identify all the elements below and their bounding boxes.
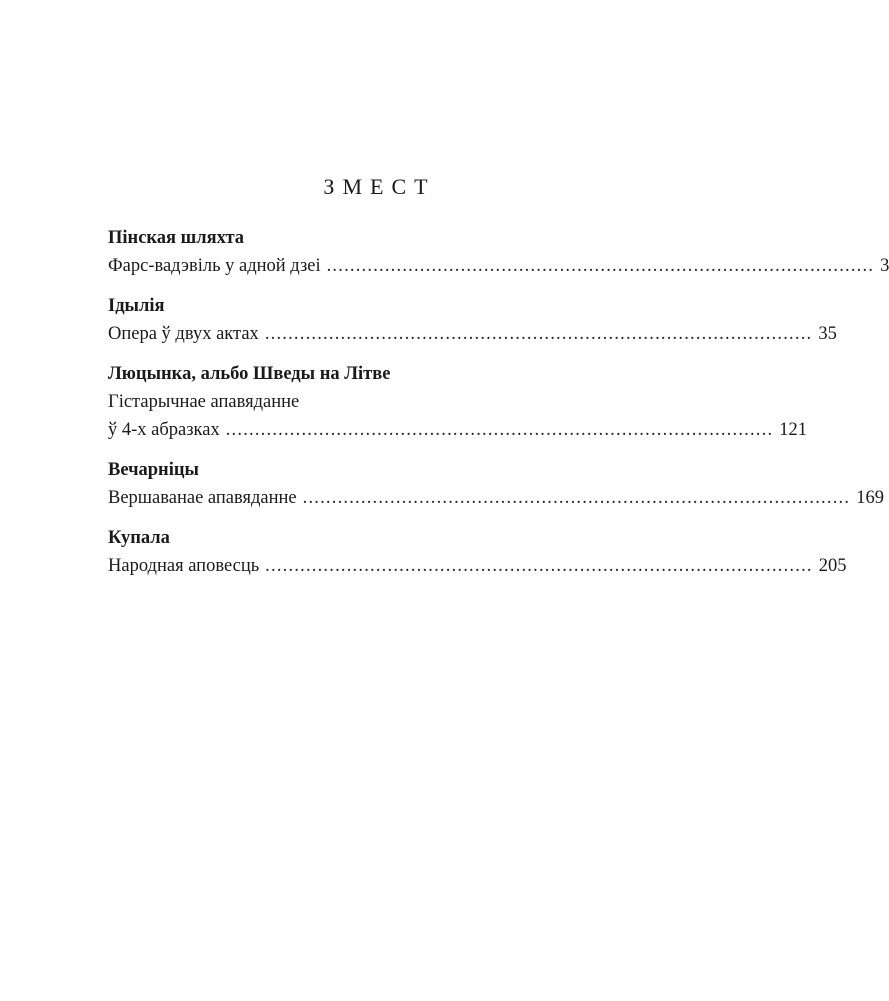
entry-subtitle: Опера ў двух актах: [108, 324, 259, 344]
entry-subtitle: Вершаванае апавяданне: [108, 488, 297, 508]
toc-entry-lyutsynka[interactable]: [108, 360, 808, 444]
entry-title: Пінская шляхта: [108, 228, 245, 248]
dot-leader: ..............................................................................................: [225, 420, 774, 440]
page-number: 205: [818, 556, 847, 576]
dot-leader: ..............................................................................................: [326, 256, 875, 276]
entry-row: [108, 484, 884, 512]
entry-title: Ідылія: [108, 296, 165, 316]
entry-title: Люцынка, альбо Шведы на Літве: [108, 364, 391, 384]
page-number: 169: [856, 488, 884, 508]
entry-subtitle: ў 4-х абразках: [108, 420, 220, 440]
page-number: 35: [818, 324, 837, 344]
page-number: 121: [779, 420, 808, 440]
dot-leader: ..............................................................................................: [264, 324, 813, 344]
entry-row: [108, 552, 847, 580]
entry-row: [108, 416, 808, 444]
entry-subtitle: Фарс-вадэвіль у адной дзеі: [108, 256, 321, 276]
toc-entry-kupala[interactable]: [108, 524, 847, 580]
table-of-contents: [108, 224, 889, 592]
entry-row: [108, 320, 837, 348]
dot-leader: ..............................................................................................: [265, 556, 813, 576]
page-title: ЗМЕСТ: [323, 174, 436, 199]
entry-subtitle: Народная аповесць: [108, 556, 260, 576]
entry-title: Купала: [108, 528, 170, 548]
toc-entry-idyliya[interactable]: [108, 292, 837, 348]
page-number: 3: [880, 256, 889, 276]
entry-title: Вечарніцы: [108, 460, 199, 480]
entry-subtitle-line: Гістарычнае апавяданне: [108, 392, 300, 412]
toc-entry-vecharnitsy[interactable]: [108, 456, 884, 512]
entry-row: [108, 252, 889, 280]
toc-entry-pinskaya-shlyakhta[interactable]: [108, 224, 889, 280]
dot-leader: ..............................................................................................: [302, 488, 851, 508]
